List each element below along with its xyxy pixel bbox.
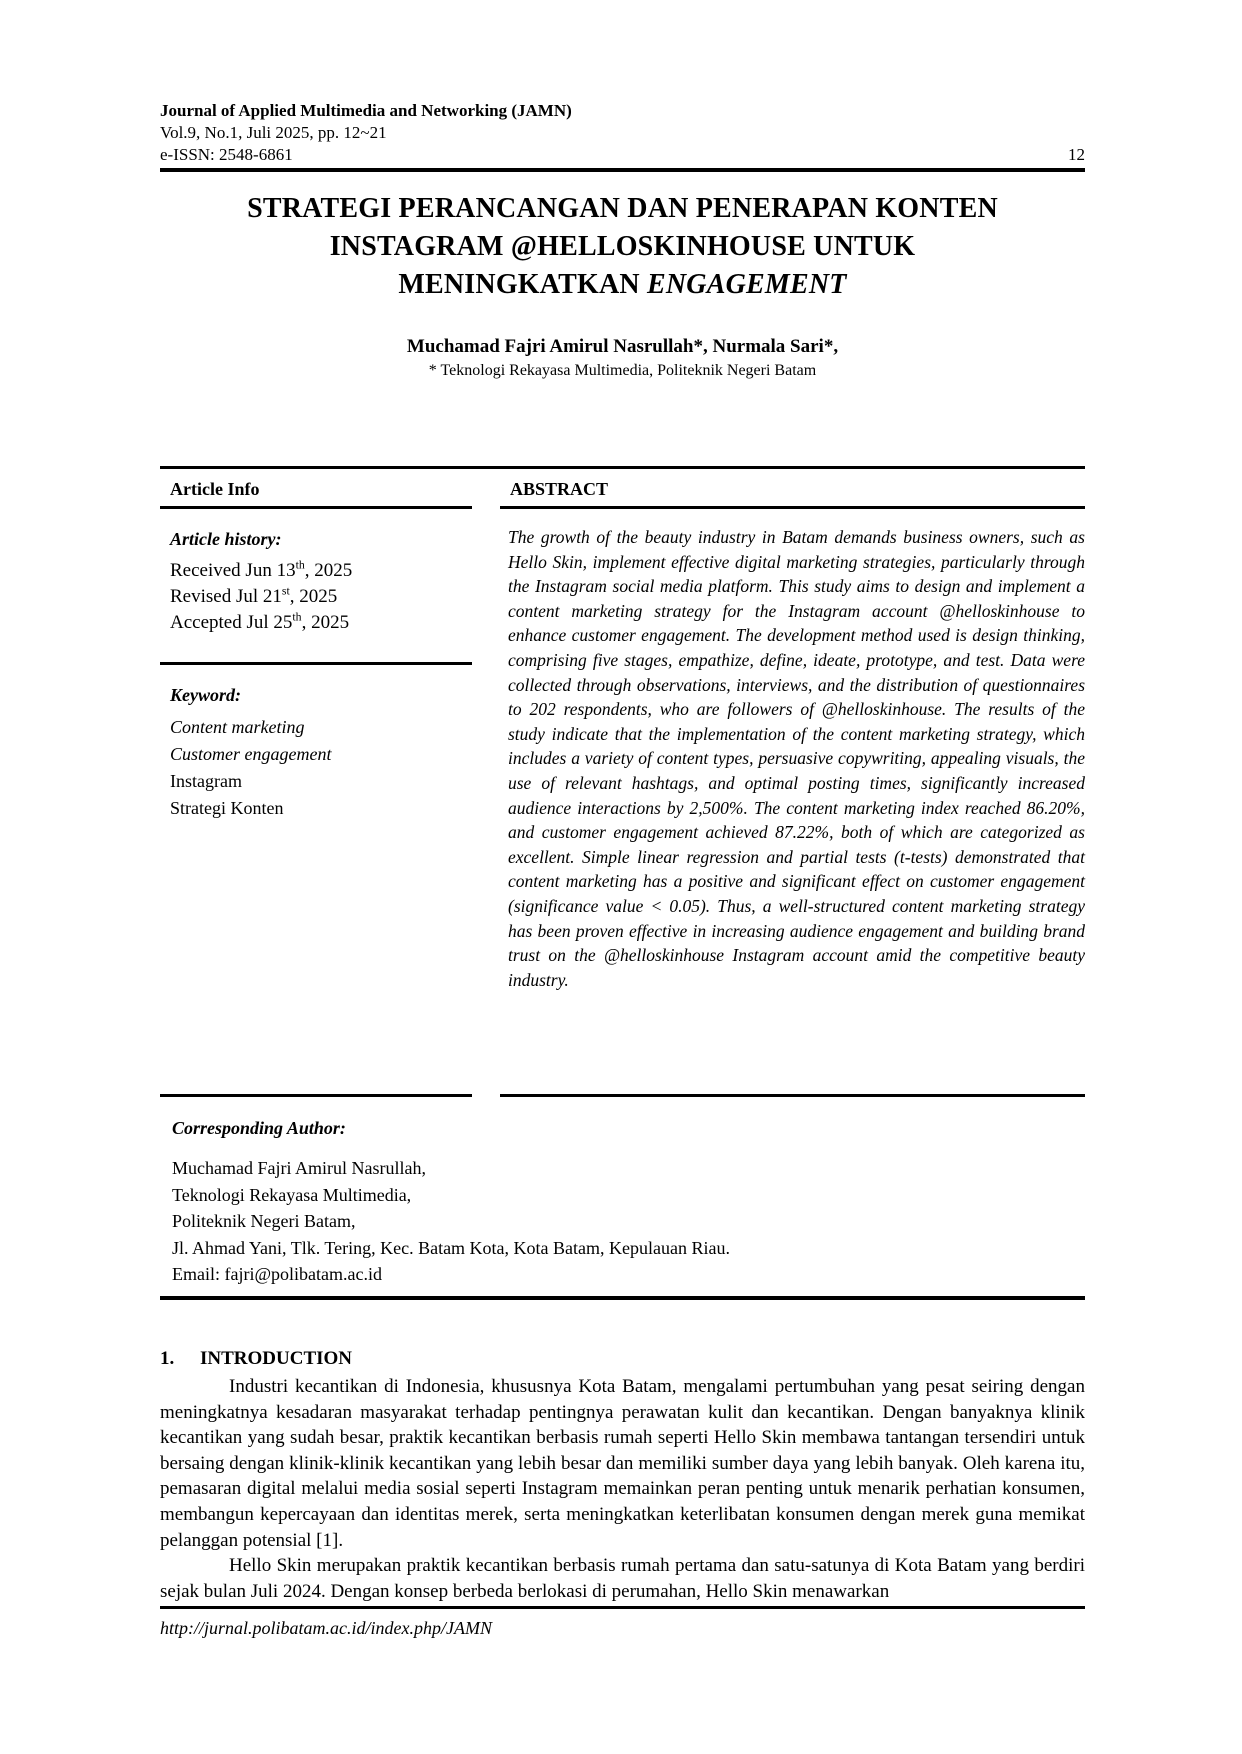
volume-info: Vol.9, No.1, Juli 2025, pp. 12~21 — [160, 123, 387, 142]
section-number: 1. — [160, 1348, 175, 1369]
section-title: INTRODUCTION — [200, 1348, 353, 1369]
corresponding-author-line: Politeknik Negeri Batam, — [172, 1211, 356, 1231]
footer-divider — [160, 1606, 1085, 1609]
table-bottom-divider-right — [500, 1094, 1085, 1097]
abstract-column — [500, 469, 1085, 992]
section-divider — [160, 1296, 1085, 1300]
introduction-paragraph: Hello Skin merupakan praktik kecantikan berbasis rumah pertama dan satu-satunya di Kota Batam yang berdiri sejak bulan Juli 2024. Dengan konsep berbeda berlokasi di perumahan, Hello Skin menawarkan — [160, 1555, 1085, 1602]
keyword-item: Customer engagement — [170, 744, 332, 764]
corresponding-author-line: Muchamad Fajri Amirul Nasrullah, — [172, 1158, 426, 1178]
paper-title — [160, 190, 1085, 304]
paper-title-line2: INSTAGRAM @HELLOSKINHOUSE UNTUK — [329, 231, 916, 262]
keyword-label: Keyword: — [170, 685, 241, 705]
article-history-entry: Accepted Jul 25th, 2025 — [170, 610, 350, 633]
introduction-paragraph: Industri kecantikan di Indonesia, khususnya Kota Batam, mengalami pertumbuhan yang pesat seiring dengan meningkatnya kesadaran masyarakat terhadap pentingnya perawatan kulit dan kecantikan. Dengan banyaknya klinik kecantikan yang sudah besar, praktik kecantikan berbasis rumah seperti Hello Skin membawa tantangan tersendiri untuk bersaing dengan klinik-klinik kecantikan yang lebih besar dan memiliki sumber daya yang lebih banyak. Oleh karena itu, pemasaran digital melalui media sosial seperti Instagram memainkan peran penting untuk menarik perhatian konsumen, membangun kepercayaan dan identitas merek, serta meningkatkan keterlibatan konsumen dengan merek guna memikat pelanggan potensial [1]. — [160, 1376, 1085, 1551]
article-info-column — [160, 469, 472, 822]
article-info-heading: Article Info — [160, 469, 472, 509]
corresponding-author-block — [160, 1118, 1085, 1288]
issn: e-ISSN: 2548-6861 — [160, 145, 293, 164]
keyword-item: Instagram — [170, 771, 242, 791]
affiliation-line: * Teknologi Rekayasa Multimedia, Politeknik Negeri Batam — [428, 362, 817, 379]
keyword-list — [160, 714, 472, 822]
authors-line: Muchamad Fajri Amirul Nasrullah*, Nurmala Sari*, — [406, 336, 839, 357]
corresponding-author-line: Teknologi Rekayasa Multimedia, — [172, 1184, 412, 1205]
keyword-item: Strategi Konten — [170, 798, 284, 818]
section-heading — [160, 1348, 1085, 1370]
table-bottom-divider-left — [160, 1094, 472, 1097]
abstract-text: The growth of the beauty industry in Batam demands business owners, such as Hello Skin, implement effective digital marketing strategies, particularly through the Instagram social media platform. This study aims to design and implement a content marketing strategy for the Instagram account @helloskinhouse to enhance customer engagement. The development method used is design thinking, comprising five stages, empathize, define, ideate, prototype, and test. Data were collected through observations, interviews, and the distribution of questionnaires to 202 respondents, who are followers of @helloskinhouse. The results of the study indicate that the implementation of the content marketing strategy, which includes a variety of content types, persuasive copywriting, appealing visuals, the use of relevant hashtags, and optimal posting times, significantly increased audience interactions by 2,500%. The content marketing index reached 86.20%, and customer engagement achieved 87.22%, both of which are categorized as excellent. Simple linear regression and partial tests (t-tests) demonstrated that content marketing has a positive and significant effect on customer engagement (significance value < 0.05). Thus, a well-structured content marketing strategy has been proven effective in increasing audience engagement and building brand trust on the @helloskinhouse Instagram account amid the competitive beauty industry. — [508, 527, 1085, 990]
page-number: 12 — [1068, 145, 1085, 164]
article-history-entry: Revised Jul 21st, 2025 — [170, 584, 338, 607]
footer-journal-url: http://jurnal.polibatam.ac.id/index.php/JAMN — [160, 1618, 492, 1638]
journal-title: Journal of Applied Multimedia and Networking (JAMN) — [160, 101, 572, 120]
keyword-item: Content marketing — [170, 717, 305, 737]
corresponding-author-lines — [160, 1155, 1085, 1288]
paper-title-line3: MENINGKATKAN ENGAGEMENT — [398, 269, 847, 300]
article-history-label: Article history: — [170, 529, 282, 549]
abstract-heading: ABSTRACT — [500, 469, 1085, 509]
corresponding-author-line: Jl. Ahmad Yani, Tlk. Tering, Kec. Batam Kota, Kota Batam, Kepulauan Riau. — [172, 1237, 730, 1258]
corresponding-author-line: Email: fajri@polibatam.ac.id — [172, 1264, 383, 1284]
corresponding-author-label: Corresponding Author: — [172, 1118, 346, 1138]
article-history-list — [160, 558, 472, 636]
page-header — [160, 100, 1085, 166]
introduction-paragraphs — [160, 1374, 1085, 1604]
article-history-entry: Received Jun 13th, 2025 — [170, 558, 353, 581]
introduction-section — [160, 1348, 1085, 1604]
paper-title-line1: STRATEGI PERANCANGAN DAN PENERAPAN KONTEN — [247, 193, 998, 224]
header-divider — [160, 168, 1085, 172]
